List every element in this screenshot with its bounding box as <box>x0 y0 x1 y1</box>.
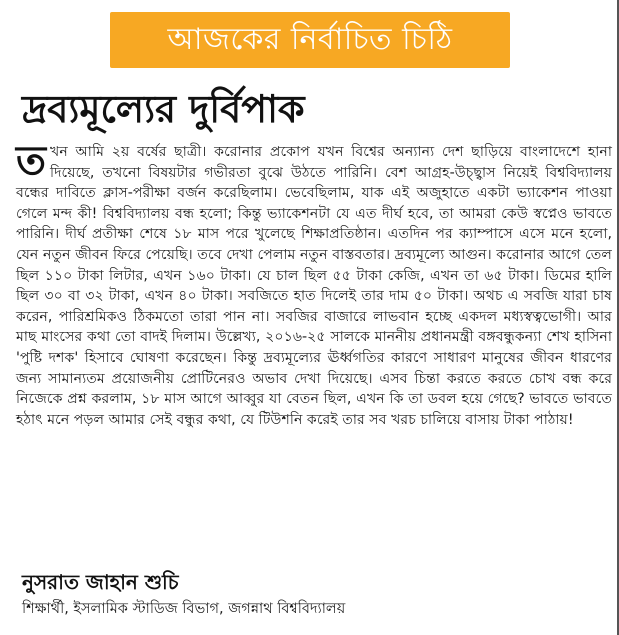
author-name: নুসরাত জাহান শুচি <box>22 570 179 594</box>
letter-body-text: খন আমি ২য় বর্ষের ছাত্রী। করোনার প্রকোপ যখন বিশ্বের অন্যান্য দেশ ছাড়িয়ে বাংলাদেশে হানা দিয়েছে, তখনো বিষয়টার গভীরতা বুঝে উঠতে পারিনি। বেশ আগ্রহ-উচ্ছ্বাস নিয়েই বিশ্ববিদ্যালয় বন্ধের দাবিতে ক্লাস-পরীক্ষা বর্জন করেছিলাম। ভেবেছিলাম, যাক এই অজুহাতে একটা ভ্যাকেশন পাওয়া গেলে মন্দ কী! বিশ্ববিদ্যালয় বন্ধ হলো; কিন্তু ভ্যাকেশনটা যে এত দীর্ঘ হবে, তা আমরা কেউ স্বপ্নেও ভাবতে পারিনি। দীর্ঘ প্রতীক্ষা শেষে ১৮ মাস পরে খুলেছে শিক্ষাপ্রতিষ্ঠান। এতদিন পর ক্যাম্পাসে এসে মনে হলো, যেন নতুন জীবন ফিরে পেয়েছি। তবে দেখা পেলাম নতুন বাস্তবতার। দ্রব্যমূল্যে আগুন। করোনার আগে তেল ছিল ১১০ টাকা লিটার, এখন ১৬০ টাকা। যে চাল ছিল ৫৫ টাকা কেজি, এখন তা ৬৫ টাকা। ডিমের হালি ছিল ৩০ বা ৩২ টাকা, এখন ৪০ টাকা। সবজিতে হাত দিলেই তার দাম ৫০ টাকা। অথচ এ সবজি যারা চাষ করেন, পারিশ্রমিকও ঠিকমতো তারা পান না। সবজির বাজারে লাভবান হচ্ছে একদল মধ্যস্বত্বভোগী। আর মাছ মাংসের কথা তো বাদই দিলাম। উল্লেখ্য, ২০১৬-২৫ সালকে মাননীয় প্রধানমন্ত্রী বঙ্গবন্ধুকন্যা শেখ হাসিনা 'পুষ্টি দশক' হিসাবে ঘোষণা করেছেন। কিন্তু দ্রব্যমূল্যের ঊর্ধ্বগতির কারণে সাধারণ মানুষের জীবন ধারণের জন্য সামান্যতম প্রয়োজনীয় প্রোটিনেরও অভাব দেখা দিয়েছে। এসব চিন্তা করতে করতে চোখ বন্ধ করে নিজেকে প্রশ্ন করলাম, ১৮ মাস আগে আব্বুর যা বেতন ছিল, এখন কি তা ডবল হয়ে গেছে? ভাবতে ভাবতে হঠাৎ মনে পড়ল আমার সেই বন্ধুর কথা, যে টিউশনি করেই তার সব খরচ চালিয়ে বাসায় টাকা পাঠায়! <box>16 144 612 428</box>
banner-label: আজকের নির্বাচিত চিঠি <box>167 21 453 57</box>
drop-cap: ত <box>16 138 47 184</box>
letter-headline: দ্রব্যমূল্যের দুর্বিপাক <box>22 87 305 131</box>
section-banner <box>110 12 510 68</box>
letter-body <box>16 138 612 430</box>
author-affiliation: শিক্ষার্থী, ইসলামিক স্টাডিজ বিভাগ, জগন্নাথ বিশ্ববিদ্যালয় <box>22 601 346 617</box>
